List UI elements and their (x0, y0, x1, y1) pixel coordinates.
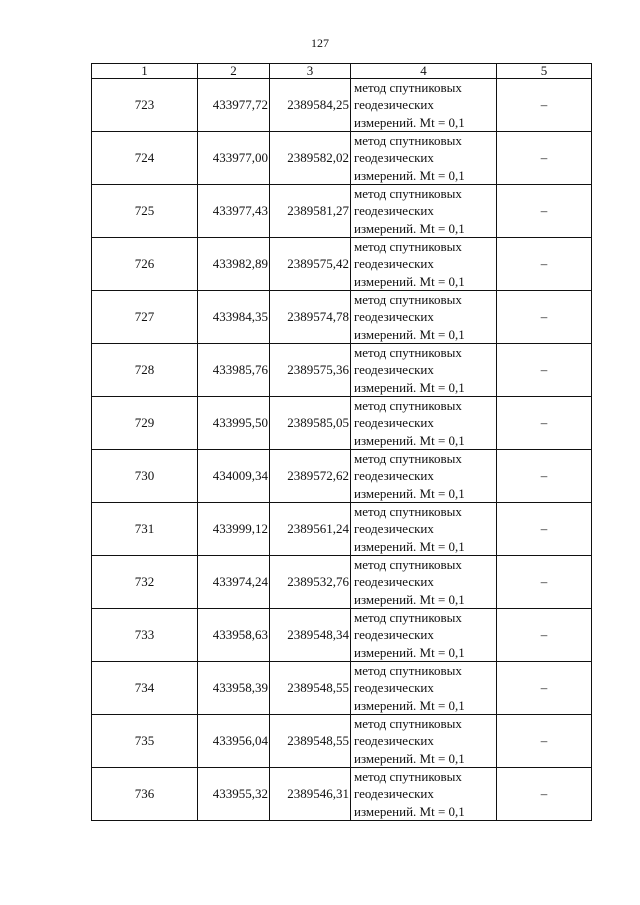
x-coordinate-cell: 433977,43 (198, 185, 270, 238)
method-line: геодезических (354, 362, 434, 378)
table-row (92, 609, 592, 662)
x-coordinate-cell: 433999,12 (198, 503, 270, 556)
method-line: измерений. Mt = 0,1 (354, 220, 465, 236)
method-line: геодезических (354, 150, 434, 166)
method-line: измерений. Mt = 0,1 (354, 379, 465, 395)
method-cell (351, 503, 497, 556)
y-coordinate-cell: 2389575,36 (270, 344, 351, 397)
table-row (92, 450, 592, 503)
method-cell (351, 397, 497, 450)
method-cell (351, 132, 497, 185)
y-coordinate-cell: 2389548,34 (270, 609, 351, 662)
method-line: измерений. Mt = 0,1 (354, 591, 465, 607)
method-line: измерений. Mt = 0,1 (354, 485, 465, 501)
method-line: метод спутниковых (354, 557, 462, 573)
table-row (92, 132, 592, 185)
table-row (92, 715, 592, 768)
note-cell: – (497, 185, 592, 238)
method-line: измерений. Mt = 0,1 (354, 697, 465, 713)
point-number-cell: 734 (92, 662, 198, 715)
point-number-cell: 727 (92, 291, 198, 344)
method-line: метод спутниковых (354, 345, 462, 361)
x-coordinate-cell: 433974,24 (198, 556, 270, 609)
method-line: метод спутниковых (354, 663, 462, 679)
table-row (92, 79, 592, 132)
x-coordinate-cell: 433958,63 (198, 609, 270, 662)
point-number-cell: 733 (92, 609, 198, 662)
note-cell: – (497, 132, 592, 185)
point-number-cell: 736 (92, 768, 198, 821)
column-header-4: 4 (351, 64, 497, 79)
method-line: геодезических (354, 521, 434, 537)
x-coordinate-cell: 433977,72 (198, 79, 270, 132)
y-coordinate-cell: 2389581,27 (270, 185, 351, 238)
method-line: метод спутниковых (354, 80, 462, 96)
column-header-1: 1 (92, 64, 198, 79)
method-line: измерений. Mt = 0,1 (354, 326, 465, 342)
point-number-cell: 732 (92, 556, 198, 609)
y-coordinate-cell: 2389572,62 (270, 450, 351, 503)
note-cell: – (497, 238, 592, 291)
table-body (92, 79, 592, 821)
point-number-cell: 723 (92, 79, 198, 132)
y-coordinate-cell: 2389548,55 (270, 662, 351, 715)
note-cell: – (497, 662, 592, 715)
method-line: геодезических (354, 203, 434, 219)
method-cell (351, 185, 497, 238)
column-header-5: 5 (497, 64, 592, 79)
note-cell: – (497, 768, 592, 821)
method-line: измерений. Mt = 0,1 (354, 644, 465, 660)
method-cell (351, 715, 497, 768)
method-line: геодезических (354, 574, 434, 590)
point-number-cell: 724 (92, 132, 198, 185)
method-line: метод спутниковых (354, 610, 462, 626)
method-line: геодезических (354, 680, 434, 696)
y-coordinate-cell: 2389575,42 (270, 238, 351, 291)
table-row (92, 503, 592, 556)
table-row (92, 556, 592, 609)
method-line: метод спутниковых (354, 292, 462, 308)
y-coordinate-cell: 2389584,25 (270, 79, 351, 132)
x-coordinate-cell: 434009,34 (198, 450, 270, 503)
note-cell: – (497, 344, 592, 397)
note-cell: – (497, 397, 592, 450)
x-coordinate-cell: 433956,04 (198, 715, 270, 768)
method-line: метод спутниковых (354, 133, 462, 149)
method-line: измерений. Mt = 0,1 (354, 538, 465, 554)
method-line: геодезических (354, 733, 434, 749)
method-cell (351, 556, 497, 609)
y-coordinate-cell: 2389585,05 (270, 397, 351, 450)
x-coordinate-cell: 433982,89 (198, 238, 270, 291)
x-coordinate-cell: 433955,32 (198, 768, 270, 821)
page-number: 127 (311, 36, 329, 50)
method-cell (351, 662, 497, 715)
point-number-cell: 731 (92, 503, 198, 556)
method-cell (351, 291, 497, 344)
method-line: геодезических (354, 786, 434, 802)
method-line: геодезических (354, 97, 434, 113)
point-number-cell: 730 (92, 450, 198, 503)
y-coordinate-cell: 2389561,24 (270, 503, 351, 556)
note-cell: – (497, 715, 592, 768)
note-cell: – (497, 79, 592, 132)
y-coordinate-cell: 2389532,76 (270, 556, 351, 609)
x-coordinate-cell: 433985,76 (198, 344, 270, 397)
method-line: метод спутниковых (354, 186, 462, 202)
column-header-3: 3 (270, 64, 351, 79)
x-coordinate-cell: 433977,00 (198, 132, 270, 185)
method-cell (351, 344, 497, 397)
point-number-cell: 725 (92, 185, 198, 238)
method-line: метод спутниковых (354, 451, 462, 467)
y-coordinate-cell: 2389546,31 (270, 768, 351, 821)
method-line: измерений. Mt = 0,1 (354, 273, 465, 289)
method-cell (351, 768, 497, 821)
method-line: геодезических (354, 256, 434, 272)
column-header-2: 2 (198, 64, 270, 79)
x-coordinate-cell: 433995,50 (198, 397, 270, 450)
method-cell (351, 450, 497, 503)
method-line: измерений. Mt = 0,1 (354, 167, 465, 183)
coordinates-table (91, 63, 592, 821)
x-coordinate-cell: 433958,39 (198, 662, 270, 715)
point-number-cell: 735 (92, 715, 198, 768)
method-line: геодезических (354, 309, 434, 325)
method-line: геодезических (354, 627, 434, 643)
point-number-cell: 728 (92, 344, 198, 397)
method-line: измерений. Mt = 0,1 (354, 114, 465, 130)
point-number-cell: 726 (92, 238, 198, 291)
method-line: измерений. Mt = 0,1 (354, 750, 465, 766)
note-cell: – (497, 450, 592, 503)
y-coordinate-cell: 2389574,78 (270, 291, 351, 344)
method-line: измерений. Mt = 0,1 (354, 432, 465, 448)
table-row (92, 291, 592, 344)
method-line: метод спутниковых (354, 769, 462, 785)
note-cell: – (497, 503, 592, 556)
table-row (92, 662, 592, 715)
method-cell (351, 238, 497, 291)
method-cell (351, 609, 497, 662)
method-line: метод спутниковых (354, 239, 462, 255)
method-line: геодезических (354, 468, 434, 484)
y-coordinate-cell: 2389582,02 (270, 132, 351, 185)
method-line: измерений. Mt = 0,1 (354, 803, 465, 819)
method-line: метод спутниковых (354, 398, 462, 414)
method-line: метод спутниковых (354, 504, 462, 520)
point-number-cell: 729 (92, 397, 198, 450)
table-header-row (92, 64, 592, 79)
note-cell: – (497, 291, 592, 344)
y-coordinate-cell: 2389548,55 (270, 715, 351, 768)
method-cell (351, 79, 497, 132)
table-row (92, 344, 592, 397)
method-line: геодезических (354, 415, 434, 431)
note-cell: – (497, 609, 592, 662)
table-row (92, 238, 592, 291)
note-cell: – (497, 556, 592, 609)
table-row (92, 768, 592, 821)
x-coordinate-cell: 433984,35 (198, 291, 270, 344)
table-row (92, 185, 592, 238)
method-line: метод спутниковых (354, 716, 462, 732)
table-row (92, 397, 592, 450)
